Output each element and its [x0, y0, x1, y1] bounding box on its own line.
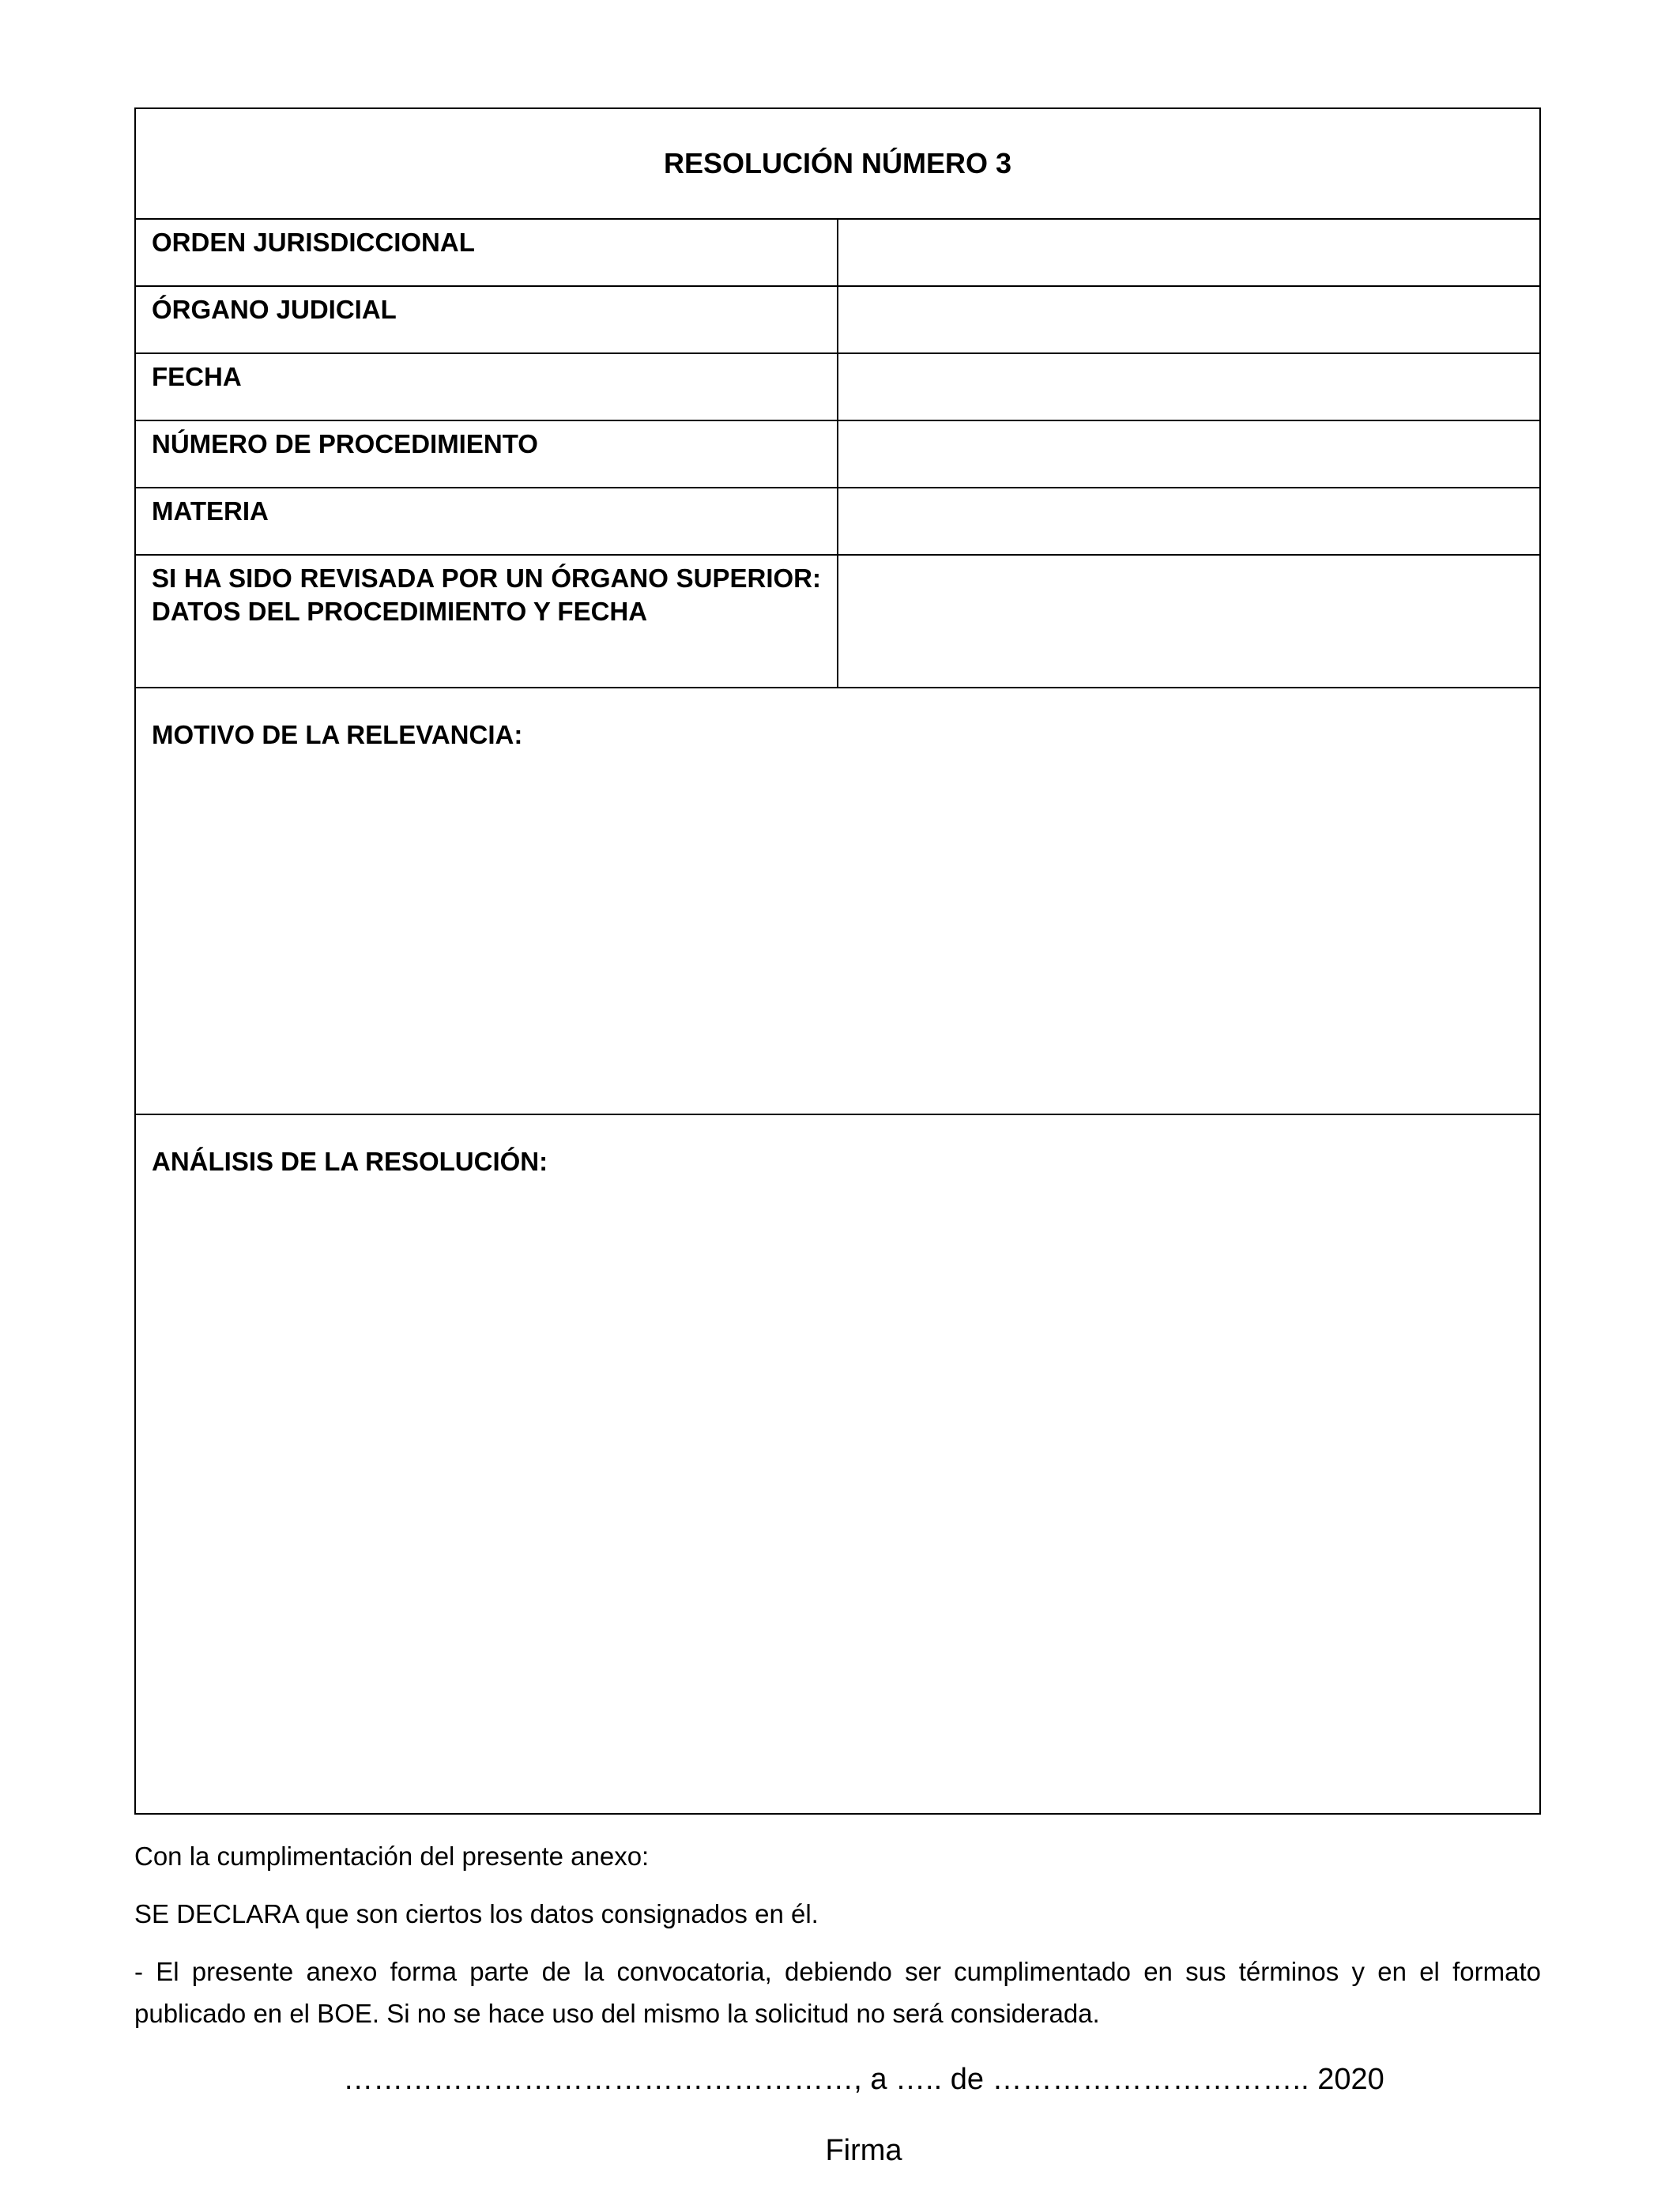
- field-label-revision-superior: SI HA SIDO REVISADA POR UN ÓRGANO SUPERIOR: DATOS DEL PROCEDIMIENTO Y FECHA: [135, 555, 838, 688]
- field-label-organo-judicial: ÓRGANO JUDICIAL: [135, 286, 838, 353]
- field-label-fecha: FECHA: [135, 353, 838, 420]
- field-label-numero-procedimiento: NÚMERO DE PROCEDIMIENTO: [135, 420, 838, 488]
- form-title: RESOLUCIÓN NÚMERO 3: [135, 108, 1540, 219]
- signature-label: Firma: [825, 2134, 902, 2167]
- analisis-resolucion-section[interactable]: [135, 1114, 1540, 1814]
- motivo-relevancia-section[interactable]: [135, 688, 1540, 1114]
- place-date-line: ……………………………………………, a ….. de ………………………….. 2020: [343, 2063, 1384, 2096]
- field-value-orden-jurisdiccional[interactable]: [838, 219, 1540, 286]
- motivo-relevancia-label: MOTIVO DE LA RELEVANCIA:: [152, 720, 523, 749]
- field-label-materia: MATERIA: [135, 488, 838, 555]
- field-value-revision-superior[interactable]: [838, 555, 1540, 688]
- footer-intro: Con la cumplimentación del presente anexo:: [134, 1842, 650, 1871]
- analisis-resolucion-label: ANÁLISIS DE LA RESOLUCIÓN:: [152, 1147, 548, 1176]
- field-value-numero-procedimiento[interactable]: [838, 420, 1540, 488]
- field-label-orden-jurisdiccional: ORDEN JURISDICCIONAL: [135, 219, 838, 286]
- footer-note: - El presente anexo forma parte de la convocatoria, debiendo ser cumplimentado en sus términos y en el formato publicado en el BOE. Si no se hace uso del mismo la solicitud no será considerada.: [134, 1957, 1541, 2028]
- resolution-form: [134, 107, 1541, 1815]
- footer-declaration: SE DECLARA que son ciertos los datos consignados en él.: [134, 1899, 819, 1928]
- field-value-materia[interactable]: [838, 488, 1540, 555]
- field-value-organo-judicial[interactable]: [838, 286, 1540, 353]
- field-value-fecha[interactable]: [838, 353, 1540, 420]
